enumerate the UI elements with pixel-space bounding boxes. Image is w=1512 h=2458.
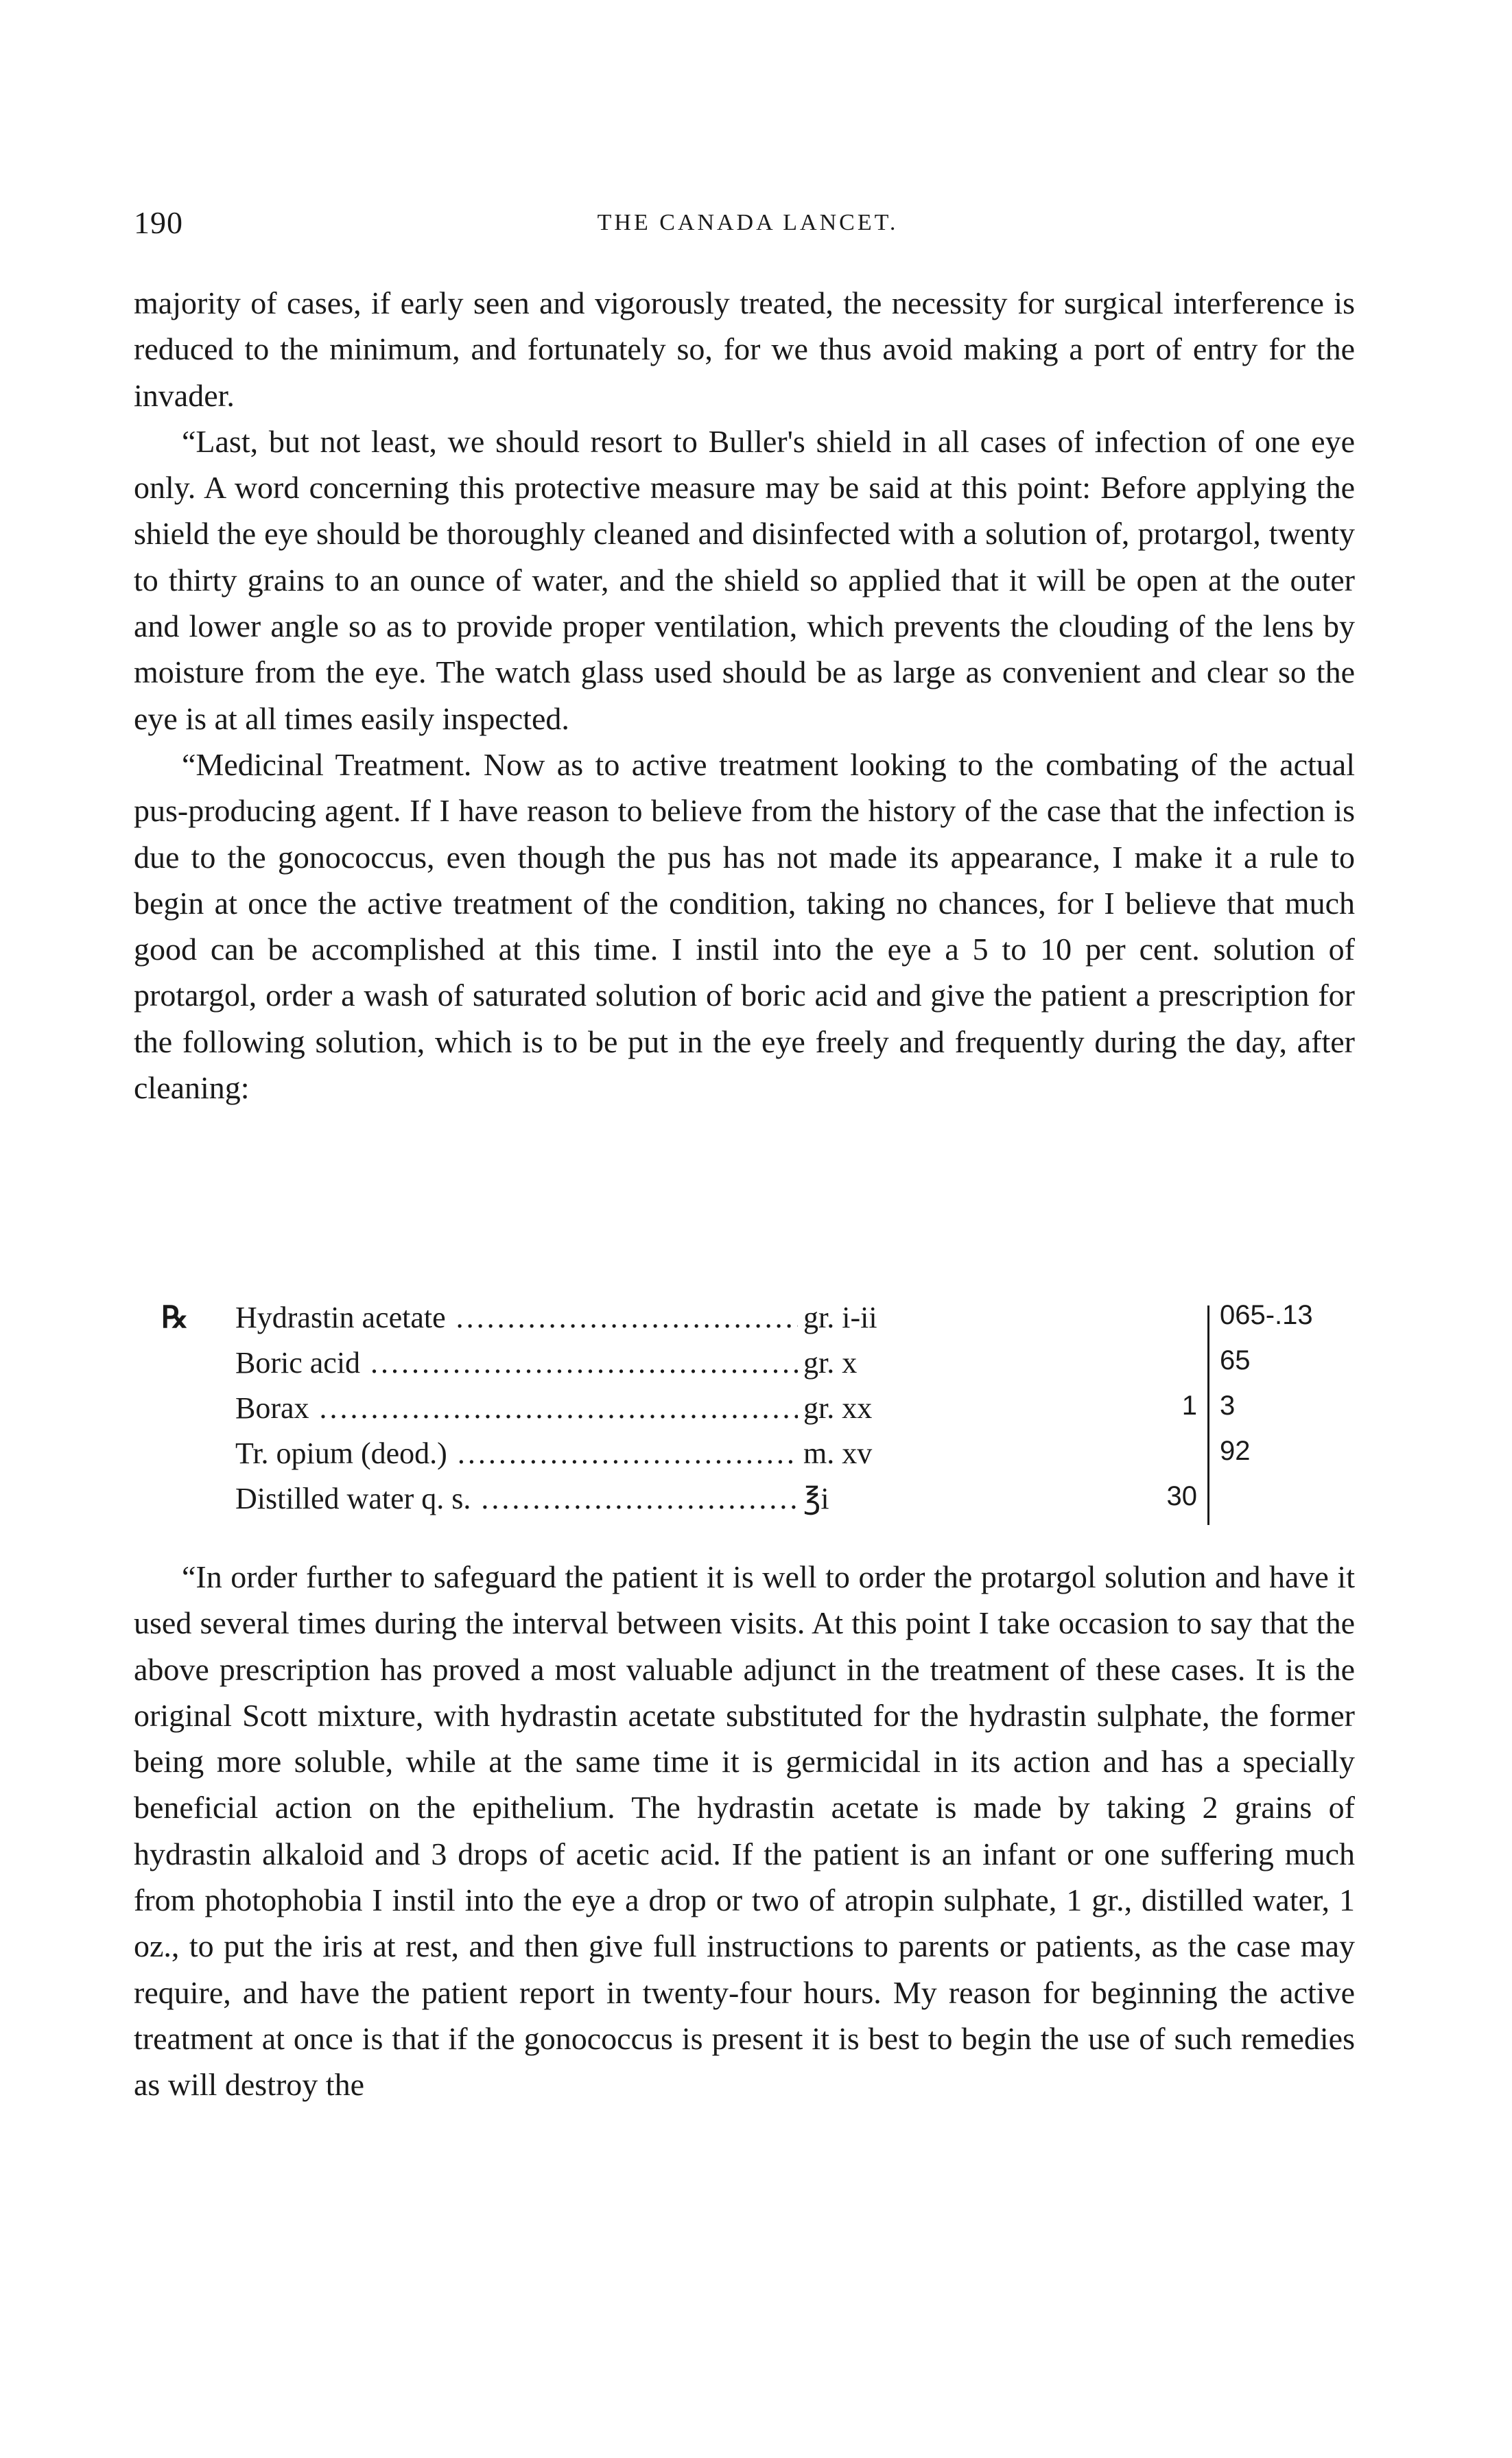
metric-whole: 30 (1166, 1481, 1197, 1511)
prescription-row (134, 1345, 1369, 1391)
page-number: 190 (134, 205, 183, 240)
ingredient-name: Borax ..... (235, 1391, 798, 1426)
ingredient-amount: m. xv (799, 1436, 920, 1471)
prescription-row (134, 1436, 1369, 1481)
paragraph: “In order further to safeguard the patient it is well to order the protargol solution and have it used several times during the interval between visits. At this point I take occasion to say that the above prescription has proved a most valuable adjunct in the treatment of these cases. It is the original Scott mixture, with hydrastin acetate substituted for the hydrastin sulphate, the former being more soluble, while at the same time it is germicidal in its action and has a specially beneficial action on the epithelium. The hydrastin acetate is made by taking 2 grains of hydrastin alkaloid and 3 drops of acetic acid. If the patient is an infant or one suffering much from photophobia I instil into the eye a drop or two of atropin sulphate, 1 gr., distilled water, 1 oz., to put the iris at rest, and then give full instructions to parents or patients, as the case may require, and have the patient report in twenty-four hours. My reason for beginning the active treatment at once is that if the gonococcus is present it is best to begin the use of such remedies as will destroy the (134, 1559, 1355, 2103)
ingredient-name: Hydrastin acetate ..... (235, 1300, 798, 1335)
ingredient-name: Tr. opium (deod.) ..... (235, 1436, 798, 1471)
metric-fraction: 92 (1220, 1436, 1251, 1466)
ingredient-name: Distilled water q. s. ..... (235, 1481, 798, 1516)
metric-fraction: 3 (1220, 1391, 1236, 1421)
running-title: THE CANADA LANCET. (597, 210, 899, 235)
page-header (134, 204, 1369, 246)
metric-whole: 1 (1181, 1391, 1197, 1421)
ingredient-amount: ℥i (799, 1481, 920, 1516)
metric-fraction: 65 (1220, 1345, 1251, 1375)
metric-fraction: 065-.13 (1220, 1300, 1313, 1330)
recipe-symbol: ℞ (161, 1301, 189, 1334)
paragraph: majority of cases, if early seen and vigorously treated, the necessity for surgical interference is reduced to the minimum, and fortunately so, for we thus avoid making a port of entry for the invader. (134, 285, 1355, 413)
prescription-row (134, 1481, 1369, 1526)
prescription-row (134, 1300, 1369, 1345)
paragraph: “Last, but not least, we should resort to Buller's shield in all cases of infection of one eye only. A word concerning this protective measure may be said at this point: Before applying the shield the eye should be thoroughly cleaned and disinfected with a solution of, protargol, twenty to thirty grains to an ounce of water, and the shield so applied that it will be open at the outer and lower angle so as to provide proper ventilation, which prevents the clouding of the lens by moisture from the eye. The watch glass used should be as large as convenient and clear so the eye is at all times easily inspected. (134, 423, 1355, 736)
ingredient-amount: gr. x (799, 1345, 920, 1380)
ingredient-name: Boric acid ..... (235, 1345, 798, 1380)
body-text-bottom (134, 1554, 1355, 2108)
prescription-row (134, 1391, 1369, 1436)
body-text-top (134, 280, 1355, 1111)
ingredient-amount: gr. i-ii (799, 1300, 920, 1335)
prescription-table (134, 1300, 1369, 1533)
paragraph: “Medicinal Treatment. Now as to active treatment looking to the combating of the actual pus-producing agent. If I have reason to believe from the history of the case that the infection is due to the gonococcus, even though the pus has not made its appearance, I make it a rule to begin at once the active treatment of the condition, taking no chances, for I believe that much good can be accomplished at this time. I instil into the eye a 5 to 10 per cent. solution of protargol, order a wash of saturated solution of boric acid and give the patient a prescription for the following solution, which is to be put in the eye freely and frequently during the day, after cleaning: (134, 746, 1355, 1106)
ingredient-amount: gr. xx (799, 1391, 920, 1426)
